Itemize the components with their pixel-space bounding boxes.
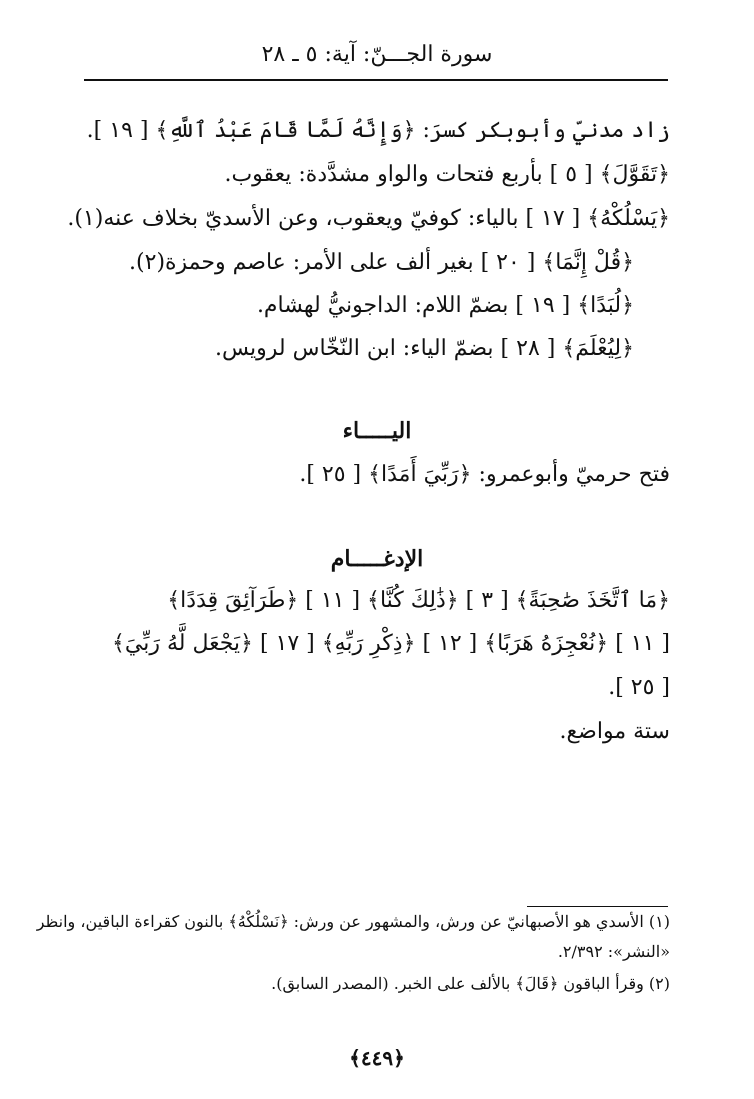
footnote-rule <box>527 906 668 907</box>
footnote: «النشر»: ٢/٣٩٢. <box>557 942 670 961</box>
section-heading-idgham: الإدغـــــام <box>330 546 424 572</box>
text-line: ستة مواضع. <box>559 719 670 744</box>
text-line: ﴿لِيُعْلَمَ﴾ [ ٢٨ ] بضمّ الياء: ابن النّخّاس لرويس. <box>215 336 634 361</box>
text-line: فتح حرميّ وأبوعمرو: ﴿رَبِّيَ أَمَدًا﴾ [ ٢٥ ]. <box>299 462 670 487</box>
footnote: (١) الأسدي هو الأصبهانيّ عن ورش، والمشهور عن ورش: ﴿نَسْلُكْهُ﴾ بالنون كقراءة الباقين، وانظر <box>36 912 670 931</box>
text-line: ﴿مَا ٱتَّخَذَ صَٰحِبَةً﴾ [ ٣ ] ﴿ذَٰلِكَ كُنَّا﴾ [ ١١ ] ﴿طَرَآئِقَ قِدَدًا﴾ <box>167 588 670 613</box>
text-line: ﴿تَقَوَّلَ﴾ [ ٥ ] بأربع فتحات والواو مشدَّدة: يعقوب. <box>224 162 670 187</box>
text-line: ﴿يَسْلُكْهُ﴾ [ ١٧ ] بالياء: كوفيّ ويعقوب، وعن الأسديّ بخلاف عنه(١). <box>67 206 670 231</box>
header-rule <box>84 79 668 81</box>
footnote: (٢) وقرأ الباقون ﴿قَالَ﴾ بالألف على الخبر. (المصدر السابق). <box>271 974 670 993</box>
text-line: ﴿قُلْ إِنَّمَا﴾ [ ٢٠ ] بغير ألف على الأمر: عاصم وحمزة(٢). <box>129 250 634 275</box>
text-line: زاد مدنيّ وأبوبكر كسرَ: ﴿وَإِنَّهُ لَمَّا قَامَ عَبْدُ ٱللَّهِ﴾ [ ١٩ ]. <box>86 118 670 143</box>
page-number: ﴿٤٤٩﴾ <box>349 1046 405 1070</box>
running-header: سورة الجـــنّ: آية: ٥ ـ ٢٨ <box>261 42 493 67</box>
section-heading-ya: اليـــــاء <box>342 418 412 444</box>
text-line: ﴿لُبَدًا﴾ [ ١٩ ] بضمّ اللام: الداجونيُّ لهشام. <box>256 293 634 318</box>
text-line: [ ١١ ] ﴿نُعْجِزَهُ هَرَبًا﴾ [ ١٢ ] ﴿ذِكْرِ رَبِّهِ﴾ [ ١٧ ] ﴿يَجْعَل لَّهُ رَبِّيَ﴾ <box>112 631 670 656</box>
text-line: [ ٢٥ ]. <box>608 675 670 700</box>
